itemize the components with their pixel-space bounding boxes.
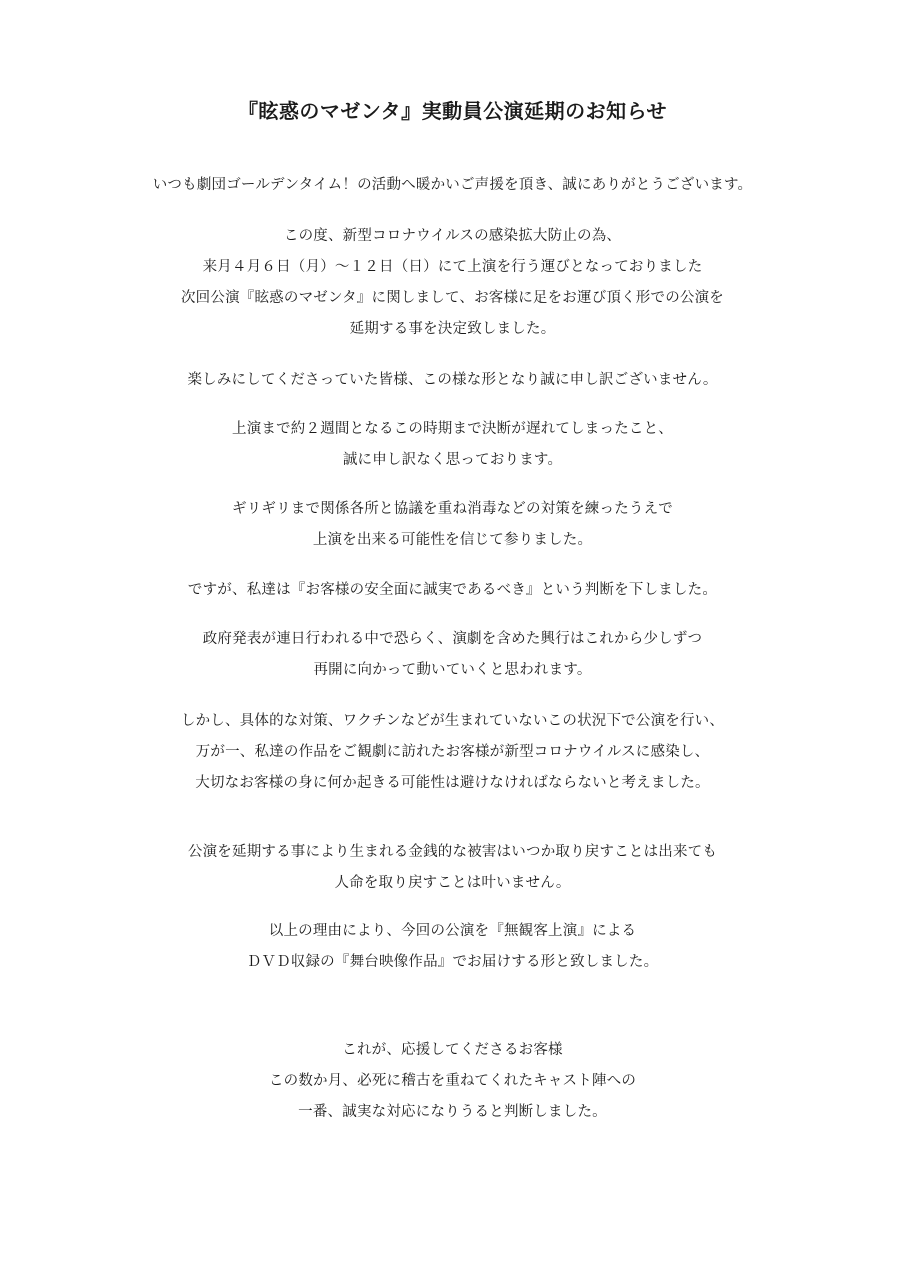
page-title: 『眩惑のマゼンタ』実動員公演延期のお知らせ — [237, 99, 668, 123]
body-line: 次回公演『眩惑のマゼンタ』に関しまして、お客様に足をお運び頂く形での公演を — [180, 290, 725, 306]
body-line: 延期する事を決定致しました。 — [349, 321, 556, 337]
body-line: ですが、私達は『お客様の安全面に誠実であるべき』という判断を下しました。 — [187, 582, 718, 598]
body-line: 誠に申し訳なく思っております。 — [342, 452, 563, 468]
body-line: この度、新型コロナウイルスの感染拡大防止の為、 — [283, 228, 622, 244]
body-line: しかし、具体的な対策、ワクチンなどが生まれていないこの状況下で公演を行い、 — [180, 713, 725, 729]
body-line: ＤＶＤ収録の『舞台映像作品』でお届けする形と致しました。 — [246, 954, 659, 970]
body-line: 以上の理由により、今回の公演を『無観客上演』による — [268, 923, 637, 939]
body-line: 上演まで約２週間となるこの時期まで決断が遅れてしまったこと、 — [232, 421, 673, 437]
body-line: 万が一、私達の作品をご観劇に訪れたお客様が新型コロナウイルスに感染し、 — [195, 744, 710, 760]
body-line: 来月４月６日（月）～１２日（日）にて上演を行う運びとなっておりました — [202, 259, 703, 275]
body-line: 一番、誠実な対応になりうると判断しました。 — [298, 1104, 607, 1120]
body-line: 再開に向かって動いていくと思われます。 — [313, 662, 592, 678]
body-line: ギリギリまで関係各所と協議を重ね消毒などの対策を練ったうえで — [232, 501, 673, 517]
body-line: 政府発表が連日行われる中で恐らく、演劇を含めた興行はこれから少しずつ — [202, 631, 703, 647]
body-line: この数か月、必死に稽古を重ねてくれたキャスト陣への — [268, 1073, 637, 1089]
body-line: 楽しみにしてくださっていた皆様、この様な形となり誠に申し訳ございません。 — [187, 372, 718, 388]
body-line: いつも劇団ゴールデンタイム！の活動へ暖かいご声援を頂き、誠にありがとうございます。 — [152, 177, 753, 193]
body-line: 大切なお客様の身に何か起きる可能性は避けなければならないと考えました。 — [195, 775, 710, 791]
body-line: 上演を出来る可能性を信じて参りました。 — [312, 532, 593, 548]
body-line: 公演を延期する事により生まれる金銭的な被害はいつか取り戻すことは出来ても — [187, 844, 718, 860]
body-line: 人命を取り戻すことは叶いません。 — [334, 875, 571, 891]
body-line: これが、応援してくださるお客様 — [342, 1042, 563, 1058]
